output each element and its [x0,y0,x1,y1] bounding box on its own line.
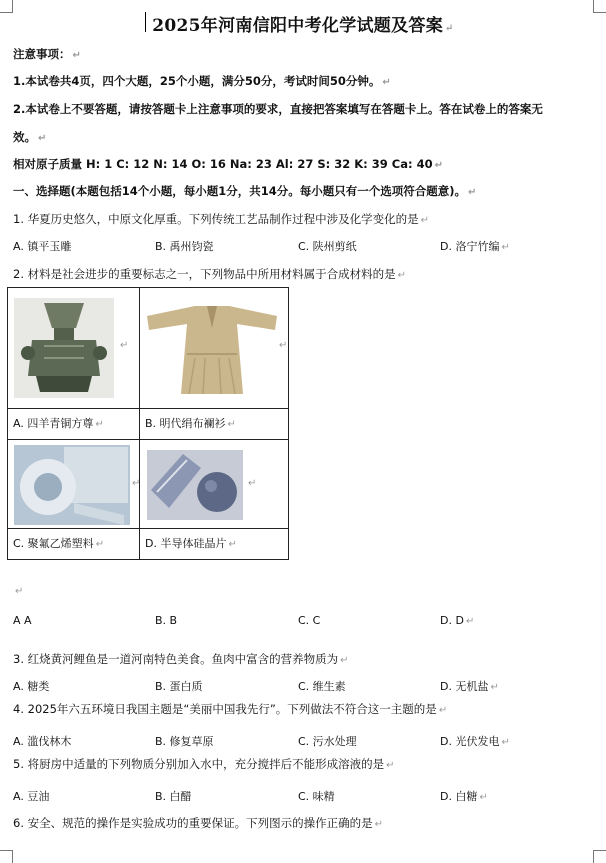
q2-option-d: D. D ↵ [440,614,475,627]
page-title: 2025年河南信阳中考化学试题及答案 ↵ [152,16,454,36]
q4-option-a: A. 滥伐林木 [13,735,72,748]
q2-cell-caption-c: C. 聚氟乙烯塑料 ↵ [8,529,140,560]
q2-cell-image-c: ↵ [8,440,140,529]
q3-option-a: A. 糖类 [13,680,50,693]
q2-cell-caption-a: A. 四羊青铜方尊 ↵ [8,409,140,440]
question-5-stem: 5. 将厨房中适量的下列物质分别加入水中，充分搅拌后不能形成溶液的是 ↵ [13,757,395,771]
plastic-rolls-image [14,445,130,525]
question-3-stem: 3. 红烧黄河鲤鱼是一道河南特色美食。鱼肉中富含的营养物质为 ↵ [13,652,349,666]
q5-option-d: D. 白糖 ↵ [440,790,488,803]
notice-line-2-cont: 效。 ↵ [13,130,47,144]
q3-option-b: B. 蛋白质 [155,680,203,693]
q1-option-b: B. 禹州钧瓷 [155,240,214,253]
q2-cell-caption-b: B. 明代绢布襕衫 ↵ [140,409,289,440]
q2-option-c: C. C [298,614,321,627]
q3-option-c: C. 维生素 [298,680,346,693]
q4-option-b: B. 修复草原 [155,735,214,748]
section-heading: 一、选择题(本题包括14个小题，每小题1分，共14分。每小题只有一个选项符合题意)。 ↵ [13,184,477,198]
q2-image-table [7,287,289,560]
notice-line-2: 2.本试卷上不要答题，请按答题卡上注意事项的要求，直接把答案填写在答题卡上。答在试卷上的答案无 [13,102,543,116]
q1-option-c: C. 陕州剪纸 [298,240,357,253]
q2-option-b: B. B [155,614,178,627]
question-6-stem: 6. 安全、规范的操作是实验成功的重要保证。下列图示的操作正确的是 ↵ [13,816,384,830]
notice-line-1: 1.本试卷共4页，四个大题，25个小题，满分50分，考试时间50分钟。 ↵ [13,74,391,88]
q4-option-d: D. 光伏发电 ↵ [440,735,510,748]
q2-cell-caption-d: D. 半导体硅晶片 ↵ [140,529,289,560]
question-1-stem: 1. 华夏历史悠久，中原文化厚重。下列传统工艺品制作过程中涉及化学变化的是 ↵ [13,212,430,226]
q2-cell-image-a: ↵ [8,288,140,409]
silicon-wafer-image [147,450,243,520]
q2-cell-image-d: ↵ [140,440,289,529]
crop-mark-bottom-right [593,850,606,863]
q1-option-a: A. 镇平玉雕 [13,240,72,253]
q5-option-c: C. 味精 [298,790,335,803]
q5-option-b: B. 白醋 [155,790,192,803]
q3-option-d: D. 无机盐 ↵ [440,680,499,693]
silk-robe-image [145,294,279,402]
question-4-stem: 4. 2025年六五环境日我国主题是“美丽中国我先行”。下列做法不符合这一主题的是 ↵ [13,702,448,716]
question-2-stem: 2. 材料是社会进步的重要标志之一，下列物品中所用材料属于合成材料的是 ↵ [13,267,407,281]
atomic-mass-line: 相对原子质量 H: 1 C: 12 N: 14 O: 16 Na: 23 Al: 27 S: 32 K: 39 Ca: 40 ↵ [13,157,443,171]
q4-option-c: C. 污水处理 [298,735,357,748]
q1-option-d: D. 洛宁竹编 ↵ [440,240,510,253]
q5-option-a: A. 豆油 [13,790,50,803]
empty-paragraph-mark: ↵ [15,586,24,597]
q2-cell-image-b: ↵ [140,288,289,409]
crop-mark-bottom-left [0,850,13,863]
notice-heading: 注意事项： ↵ [13,47,81,61]
q2-option-a: A A [13,614,32,627]
bronze-zun-image [14,298,114,398]
